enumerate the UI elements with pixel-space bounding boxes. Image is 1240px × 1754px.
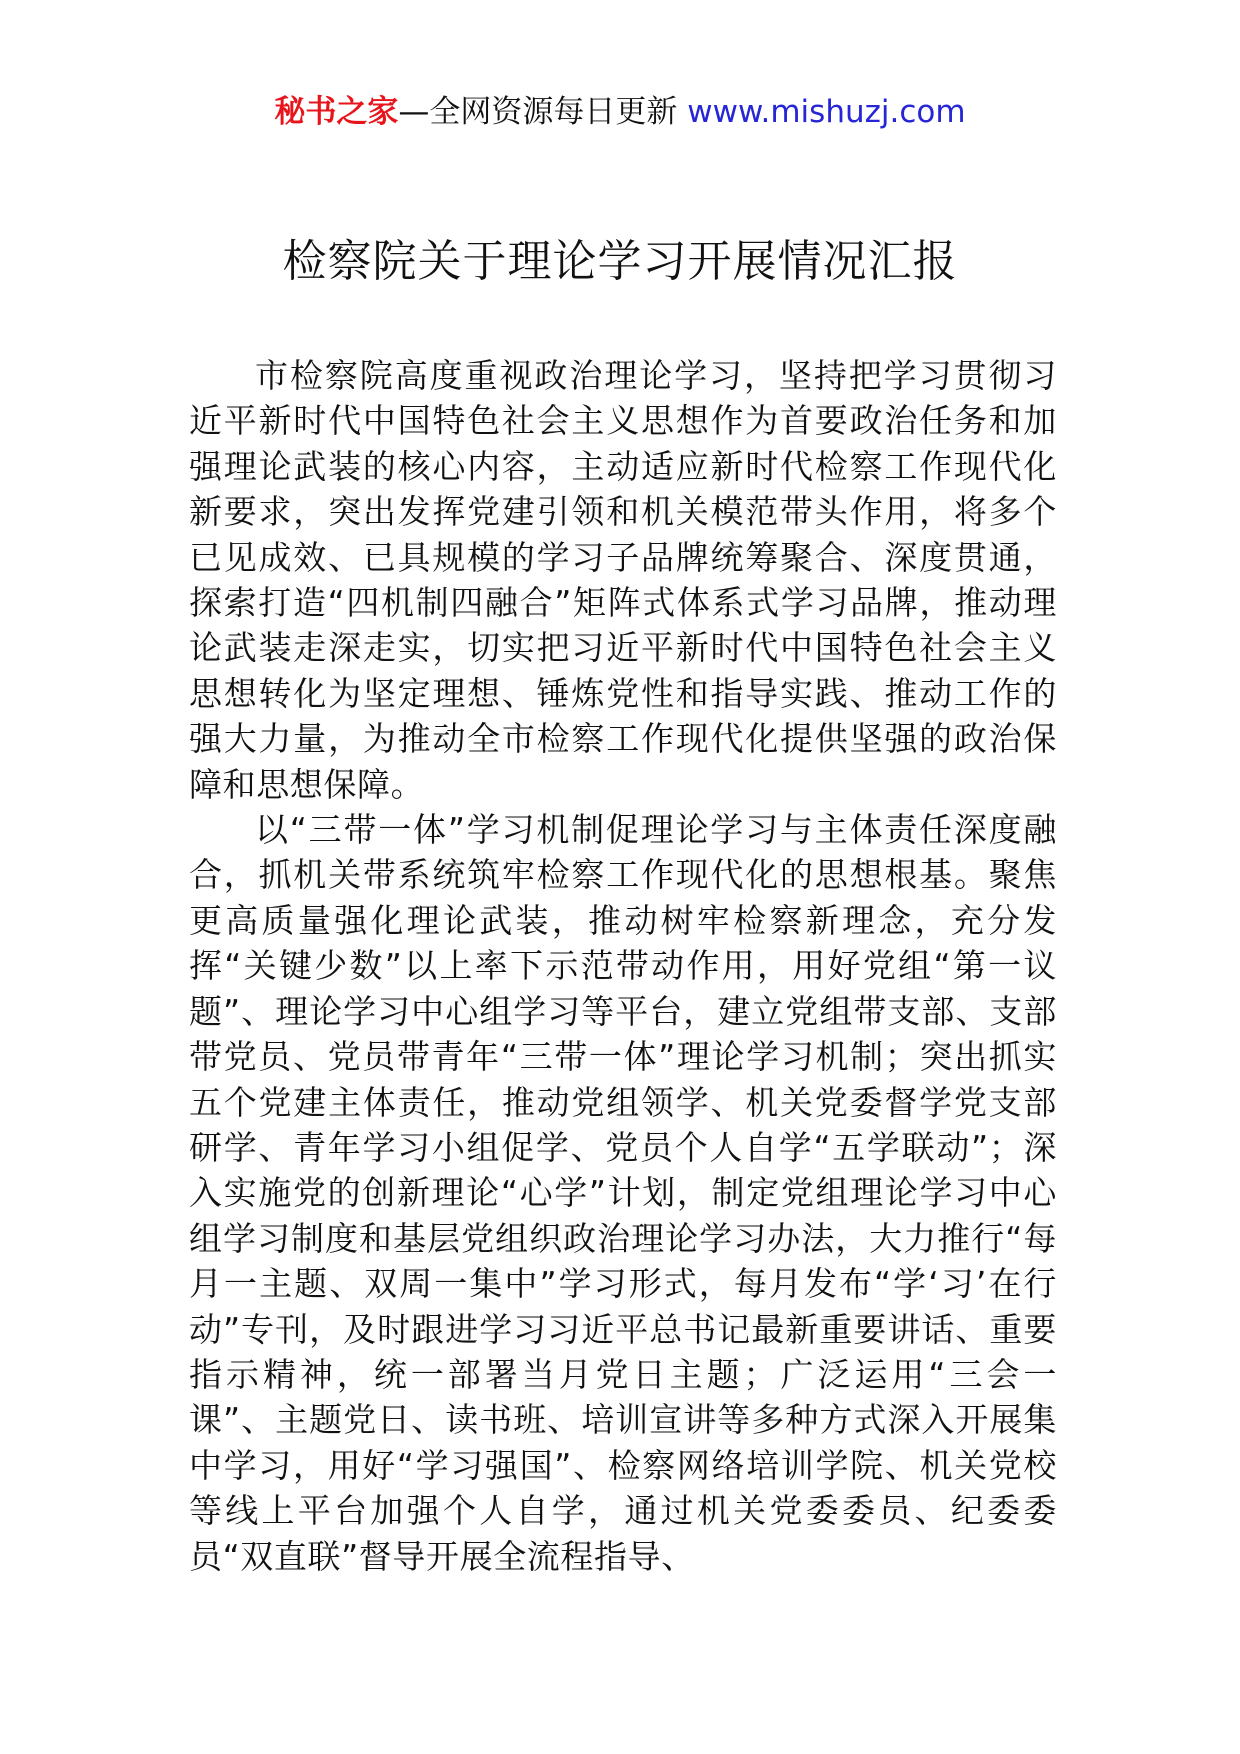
site-slogan: —全网资源每日更新 bbox=[398, 94, 688, 130]
site-url-link[interactable]: www.mishuzj.com bbox=[687, 94, 966, 130]
paragraph-1: 市检察院高度重视政治理论学习，坚持把学习贯彻习近平新时代中国特色社会主义思想作为首要政治任务和加强理论武装的核心内容，主动适应新时代检察工作现代化新要求，突出发挥党建引领和机关模范带头作用，将多个已见成效、已具规模的学习子品牌统筹聚合、深度贯通，探索打造“四机制四融合”矩阵式体系式学习品牌，推动理论武装走深走实，切实把习近平新时代中国特色社会主义思想转化为坚定理想、锤炼党性和指导实践、推动工作的强大力量，为推动全市检察工作现代化提供坚强的政治保障和思想保障。 bbox=[189, 356, 1057, 804]
site-name: 秘书之家 bbox=[274, 94, 399, 130]
paragraph-2: 以“三带一体”学习机制促理论学习与主体责任深度融合，抓机关带系统筑牢检察工作现代化的思想根基。聚焦更高质量强化理论武装，推动树牢检察新理念，充分发挥“关键少数”以上率下示范带动作用，用好党组“第一议题”、理论学习中心组学习等平台，建立党组带支部、支部带党员、党员带青年“三带一体”理论学习机制；突出抓实五个党建主体责任，推动党组领学、机关党委督学党支部研学、青年学习小组促学、党员个人自学“五学联动”；深入实施党的创新理论“心学”计划，制定党组理论学习中心组学习制度和基层党组织政治理论学习办法，大力推行“每月一主题、双周一集中”学习形式，每月发布“学‘习’在行动”专刊，及时跟进学习习近平总书记最新重要讲话、重要指示精神，统一部署当月党日主题；广泛运用“三会一课”、主题党日、读书班、培训宣讲等多种方式深入开展集中学习，用好“学习强国”、检察网络培训学院、机关党校等线上平台加强个人自学，通过机关党委委员、纪委委员“双直联”督导开展全流程指导、 bbox=[189, 810, 1057, 1576]
site-header bbox=[0, 92, 1240, 132]
document-body bbox=[189, 353, 1057, 1579]
document-title: 检察院关于理论学习开展情况汇报 bbox=[282, 236, 958, 287]
